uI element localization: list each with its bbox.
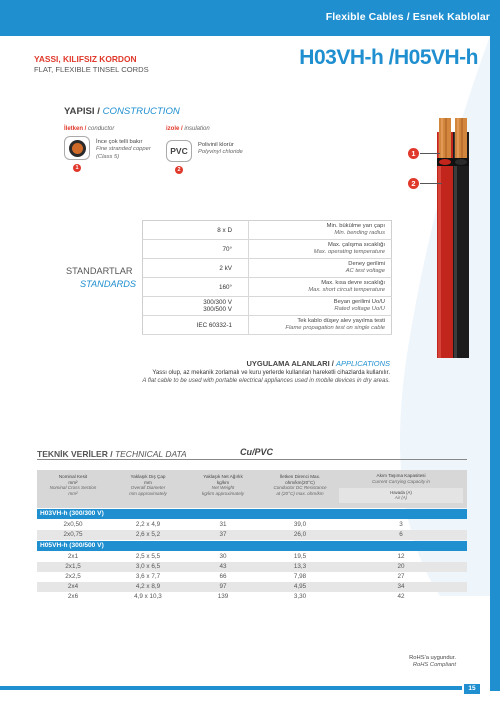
standard-value: IEC 60332-1	[143, 316, 249, 335]
conductor-description	[96, 139, 151, 161]
standards-label-tr: STANDARTLAR	[66, 266, 133, 276]
column-header-tr: Yaklaşık Net Ağırlık	[203, 474, 243, 479]
conductor-marker: 1	[73, 164, 81, 172]
group-header-h03vh: H03VH-h (300/300 V)	[37, 509, 467, 519]
column-header-cross-section	[37, 474, 109, 496]
standard-desc-en: Rated voltage Uo/U	[334, 306, 385, 312]
column-header-tr: Akım Taşıma Kapasitesi	[376, 473, 426, 478]
column-header-en-unit: mm²	[68, 490, 78, 496]
pvc-icon: PVC	[166, 140, 192, 162]
insulation-label-tr: izole /	[166, 126, 183, 132]
applications-heading	[247, 359, 391, 368]
conductor-desc-tr: İnce çok telli bakır	[96, 139, 143, 145]
cell-capacity: 27	[397, 573, 405, 580]
cell-cross-section: 2x1,5	[65, 563, 81, 570]
section-title: Flexible Cables / Esnek Kablolar	[325, 11, 490, 23]
column-header-en-unit: at (20°C) max. ohm/km	[276, 490, 324, 496]
standard-value: 70°	[143, 240, 249, 259]
construction-heading-en: CONSTRUCTION	[102, 106, 180, 117]
flat-cable-image	[433, 118, 473, 358]
standard-value: 8 x D	[143, 221, 249, 240]
standards-table	[142, 220, 392, 335]
cell-diameter: 4,2 x 8,9	[135, 583, 161, 590]
insulation-desc-en: Polyvinyl chloride	[198, 149, 243, 156]
column-header-unit: mm	[144, 479, 152, 485]
cable-marker-2: 2	[408, 178, 419, 189]
standard-description	[249, 240, 392, 259]
standard-desc-tr: Deney gerilimi	[348, 261, 385, 267]
standard-description	[249, 316, 392, 335]
footer-bar	[0, 686, 462, 690]
cell-resistance: 4,95	[293, 583, 307, 590]
cell-resistance: 7,98	[293, 573, 307, 580]
cell-diameter: 3,6 x 7,7	[135, 573, 161, 580]
standard-description	[249, 221, 392, 240]
cell-weight: 97	[219, 583, 227, 590]
cell-weight: 43	[219, 563, 227, 570]
cell-cross-section: 2x0,50	[63, 521, 83, 528]
cell-weight: 37	[219, 531, 227, 538]
cell-weight: 31	[219, 521, 227, 528]
standards-row	[143, 240, 392, 259]
cell-weight: 30	[219, 553, 227, 560]
column-header-en: Overall Diameter	[130, 485, 166, 491]
applications-heading-tr: UYGULAMA ALANLARI /	[246, 359, 334, 368]
product-code-title: H03VH-h /H05VH-h	[299, 46, 478, 69]
rohs-compliance-en: RoHS Compliant	[412, 662, 456, 668]
standard-desc-en: Flame propagation test on single cable	[285, 325, 385, 331]
column-header-diameter	[111, 474, 185, 496]
column-header-en-unit: kg/km approximately	[201, 490, 245, 496]
technical-heading-en: TECHNICAL DATA	[114, 449, 187, 459]
cell-cross-section: 2x1	[67, 553, 79, 560]
column-header-capacity	[339, 473, 463, 484]
cell-cross-section: 2x2,5	[65, 573, 81, 580]
column-header-en-unit: mm approximately	[129, 490, 167, 496]
column-header-tr: Yaklaşık Dış Çap	[130, 474, 166, 479]
cell-capacity: 6	[399, 531, 403, 538]
leader-line-1	[420, 153, 440, 154]
insulation-marker: 2	[175, 166, 183, 174]
standard-desc-en: Max. short circuit temperature	[308, 287, 385, 293]
cell-cross-section: 2x0,75	[63, 531, 83, 538]
cell-capacity: 3	[399, 521, 403, 528]
applications-text-tr: Yassı olup, az mekanik zorlamalı ve kuru yerlerde kullanılan hareketli cihazlarda kullanılır.	[152, 370, 390, 376]
group-header-h05vh: H05VH-h (300/500 V)	[37, 541, 467, 551]
cell-diameter: 2,5 x 5,5	[135, 553, 161, 560]
standard-value	[143, 297, 249, 316]
cell-diameter: 2,2 x 4,9	[135, 521, 161, 528]
cell-resistance: 19,5	[293, 553, 307, 560]
cell-capacity: 34	[397, 583, 405, 590]
subheader-en: Air (A)	[394, 495, 408, 501]
conductor-label	[64, 126, 114, 132]
column-header-tr: Nominal Kesit	[58, 474, 88, 479]
cell-resistance: 13,3	[293, 563, 307, 570]
standard-desc-tr: Beyan gerilimi Uo/U	[333, 299, 385, 305]
standard-desc-tr: Tek kablo düşey alev yayılma testi	[297, 318, 385, 324]
construction-heading	[64, 106, 180, 117]
standards-row	[143, 278, 392, 297]
table-row	[37, 562, 467, 572]
column-header-unit: mm²	[68, 479, 78, 485]
column-header-en: Net Weight	[211, 485, 235, 491]
standard-description	[249, 278, 392, 297]
column-header-unit: kg/km	[216, 479, 230, 485]
cell-capacity: 42	[397, 593, 405, 600]
cell-capacity: 20	[397, 563, 405, 570]
technical-table-header	[37, 470, 467, 508]
applications-text-en: A flat cable to be used with portable electrical appliances used in mobile devices in dry areas.	[142, 378, 390, 384]
standards-row	[143, 297, 392, 316]
standard-description	[249, 259, 392, 278]
standard-desc-tr: Max. kısa devre sıcaklığı	[321, 280, 385, 286]
product-subtitle-en: FLAT, FLEXIBLE TINSEL CORDS	[34, 65, 149, 74]
standard-description	[249, 297, 392, 316]
insulation-label	[166, 126, 210, 132]
insulation-description	[198, 142, 243, 157]
standard-value: 160°	[143, 278, 249, 297]
technical-data-heading	[37, 449, 187, 459]
page-number: 15	[464, 684, 480, 694]
table-row	[37, 582, 467, 592]
standard-desc-en: AC test voltage	[345, 268, 385, 274]
table-row	[37, 592, 467, 602]
table-row	[37, 552, 467, 562]
cell-diameter: 3,0 x 6,5	[135, 563, 161, 570]
standards-label-en: STANDARDS	[80, 279, 136, 289]
standard-desc-tr: Max. çalışma sıcaklığı	[327, 242, 385, 248]
table-row	[37, 520, 467, 530]
conductor-cross-section-icon	[64, 136, 90, 160]
insulation-ring-shape	[69, 140, 86, 157]
cell-resistance: 26,0	[293, 531, 307, 538]
conductor-desc-en-2: (Class 5)	[96, 153, 120, 160]
leader-line-2	[420, 183, 442, 184]
cell-diameter: 4,9 x 10,3	[134, 593, 162, 600]
header-bar	[0, 0, 500, 36]
standard-value: 2 kV	[143, 259, 249, 278]
column-header-weight	[187, 474, 259, 496]
column-header-en: Nominal Cross Section	[49, 485, 97, 491]
cell-resistance: 3,30	[293, 593, 307, 600]
table-row	[37, 530, 467, 540]
cell-cross-section: 2x4	[67, 583, 79, 590]
cell-diameter: 2,6 x 5,2	[135, 531, 161, 538]
standards-row	[143, 316, 392, 335]
side-accent-strip	[490, 36, 500, 691]
construction-heading-tr: YAPISI /	[64, 106, 100, 117]
cell-resistance: 39,0	[293, 521, 307, 528]
rohs-compliance-tr: RoHS'a uygundur.	[409, 655, 456, 661]
applications-heading-en: APPLICATIONS	[335, 359, 390, 368]
cable-marker-1: 1	[408, 148, 419, 159]
standard-value-line-1: 300/300 V	[203, 299, 232, 306]
column-header-en: Current Carrying Capacity in	[372, 478, 430, 484]
column-header-tr: İletken Direnci Max.	[279, 474, 321, 479]
table-row	[37, 572, 467, 582]
column-subheader-air	[339, 488, 463, 503]
standard-value-line-2: 300/500 V	[203, 306, 232, 313]
column-header-resistance	[263, 474, 337, 496]
copper-core-shape	[72, 143, 83, 154]
conductor-label-tr: İletken /	[64, 126, 87, 132]
conductor-label-en: conductor	[88, 126, 115, 132]
cell-cross-section: 2x6	[67, 593, 79, 600]
insulation-desc-tr: Polivinil klorür	[198, 142, 234, 148]
standard-desc-tr: Min. bükülme yarı çapı	[326, 223, 385, 229]
standard-desc-en: Max. operating temperature	[313, 249, 385, 255]
standards-row	[143, 221, 392, 240]
conductor-desc-en-1: Fine stranded copper	[96, 146, 151, 153]
heading-divider	[37, 459, 467, 460]
cell-weight: 66	[219, 573, 227, 580]
subheader-tr: Havada (A)	[390, 490, 412, 495]
column-header-en: Conductor DC Resistance	[273, 485, 327, 491]
column-header-unit: ohm/km(20°C)	[285, 479, 315, 485]
product-subtitle-tr: YASSI, KILIFSIZ KORDON	[34, 54, 137, 64]
insulation-label-en: insulation	[184, 126, 210, 132]
technical-heading-tr: TEKNİK VERİLER /	[37, 449, 113, 459]
cell-capacity: 12	[397, 553, 405, 560]
cell-weight: 139	[217, 593, 229, 600]
material-label: Cu/PVC	[240, 447, 274, 457]
standards-row	[143, 259, 392, 278]
standard-desc-en: Min. bending radius	[334, 230, 385, 236]
